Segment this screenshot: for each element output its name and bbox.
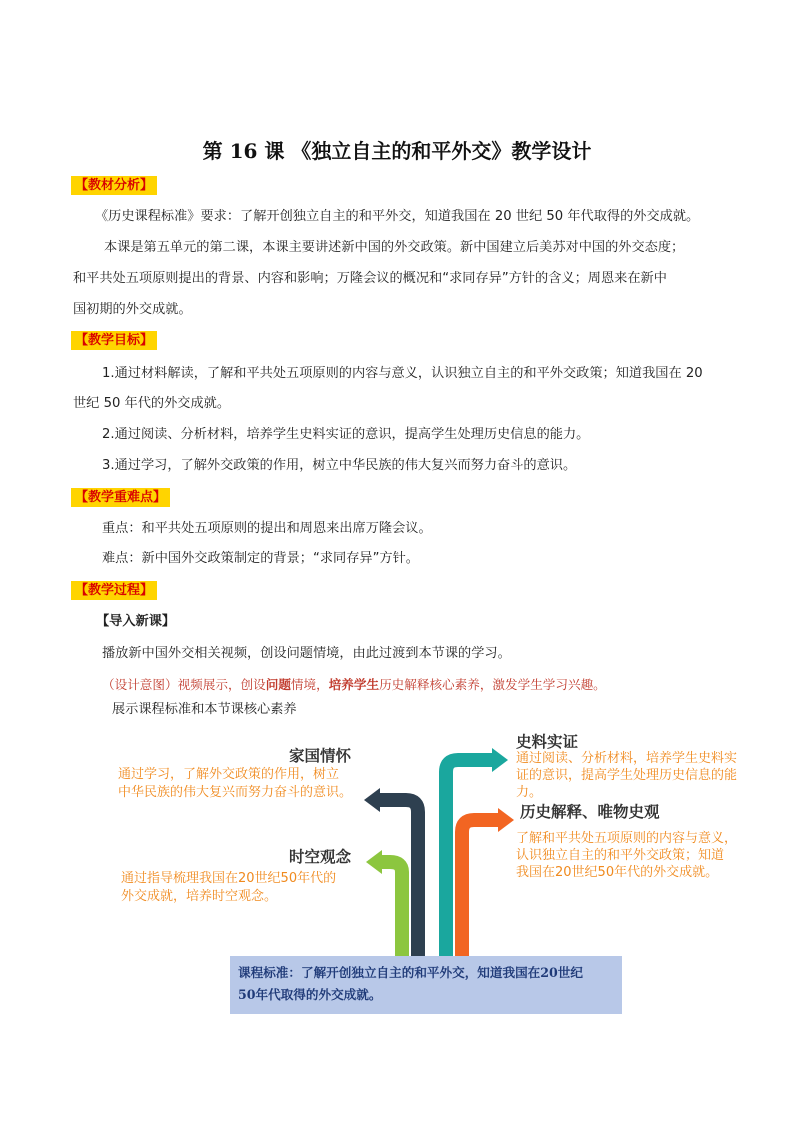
objective-1-line1: 1.通过材料解读，了解和平共处五项原则的内容与意义，认识独立自主的和平外交政策；知道我国在 20: [102, 366, 703, 381]
intro-text: 播放新中国外交相关视频，创设问题情境，由此过渡到本节课的学习。: [102, 646, 511, 661]
design-mid: 情境，: [290, 677, 329, 692]
text-shikong-2: 外交成就，培养时空观念。: [121, 889, 278, 904]
orange-arrow-head: [498, 808, 514, 832]
objective-2: 2.通过阅读、分析材料，培养学生史料实证的意识，提高学生处理历史信息的能力。: [102, 427, 590, 442]
design-bold-1: 问题: [265, 677, 291, 692]
curriculum-standard-box: [230, 956, 622, 1014]
objective-1-line2: 世纪 50 年代的外交成就。: [73, 396, 231, 411]
analysis-p1: 《历史课程标准》要求：了解开创独立自主的和平外交，知道我国在 20 世纪 50 年代取得的外交成就。: [95, 209, 700, 224]
label-shikong: 时空观念: [289, 848, 352, 866]
text-shikong-1: 通过指导梳理我国在20世纪50年代的: [121, 871, 337, 886]
text-jiaguo-2: 中华民族的伟大复兴而努力奋斗的意识。: [118, 785, 353, 800]
design-prefix: （设计意图）视频展示，创设: [102, 677, 266, 692]
navy-arrow-head: [364, 788, 380, 812]
green-arrow: [380, 862, 402, 962]
text-shiliao-1: 通过阅读、分析材料，培养学生史料实: [516, 751, 738, 766]
standard-line-1: 课程标准：了解开创独立自主的和平外交，知道我国在20世纪: [238, 965, 583, 980]
design-bold-2: 培养学生: [328, 677, 380, 692]
analysis-p2-line1: 本课是第五单元的第二课，本课主要讲述新中国的外交政策。新中国建立后美苏对中国的外交态度；: [104, 240, 685, 255]
section-heading-process: 【教学过程】: [71, 581, 157, 600]
text-lishi-3: 我国在20世纪50年代的外交成就。: [516, 865, 719, 880]
green-arrow-head: [366, 850, 382, 874]
difficult-point: 难点：新中国外交政策制定的背景；“求同存异”方针。: [102, 551, 419, 566]
section-heading-analysis: 【教材分析】: [71, 176, 157, 195]
analysis-p2-line3: 国初期的外交成就。: [73, 302, 192, 317]
page-title: 第 16 课 《独立自主的和平外交》教学设计: [202, 139, 592, 163]
label-lishi: 历史解释、唯物史观: [520, 803, 660, 821]
design-suffix: 历史解释核心素养，激发学生学习兴趣。: [379, 677, 606, 692]
text-lishi-2: 认识独立自主的和平外交政策；知道: [516, 848, 725, 863]
key-point: 重点：和平共处五项原则的提出和周恩来出席万隆会议。: [102, 521, 432, 536]
teal-arrow-head: [492, 748, 508, 772]
section-heading-objectives: 【教学目标】: [71, 331, 157, 350]
objective-3: 3.通过学习，了解外交政策的作用，树立中华民族的伟大复兴而努力奋斗的意识。: [102, 458, 577, 473]
section-heading-keypoints: 【教学重难点】: [71, 488, 170, 507]
label-jiaguo: 家国情怀: [289, 747, 352, 765]
text-jiaguo-1: 通过学习，了解外交政策的作用，树立: [118, 767, 340, 782]
label-shiliao: 史料实证: [516, 733, 579, 751]
text-lishi-1: 了解和平共处五项原则的内容与意义，: [516, 831, 738, 846]
show-text: 展示课程标准和本节课核心素养: [112, 702, 297, 717]
text-shiliao-2: 证的意识，提高学生处理历史信息的能: [516, 768, 738, 783]
subheading-intro: 【导入新课】: [96, 614, 176, 629]
analysis-p2-line2: 和平共处五项原则提出的背景、内容和影响；万隆会议的概况和“求同存异”方针的含义；周恩来在新中: [73, 271, 667, 286]
standard-line-2: 50年代取得的外交成就。: [238, 987, 382, 1002]
text-shiliao-3: 力。: [516, 785, 543, 800]
orange-arrow: [462, 820, 498, 962]
